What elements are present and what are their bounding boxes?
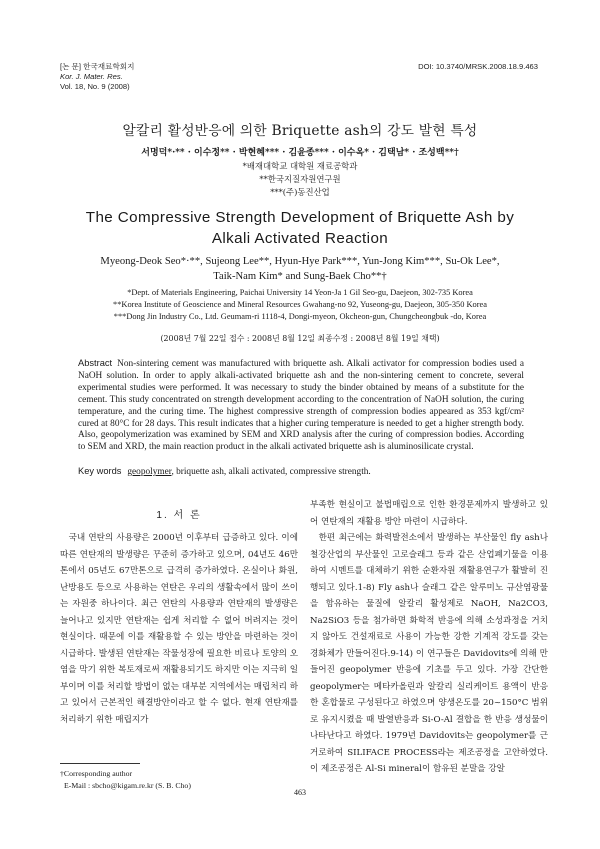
left-column <box>60 530 298 728</box>
abstract-label: Abstract <box>78 358 113 368</box>
authors-en-line-1: Myeong-Deok Seo*·**, Sujeong Lee**, Hyun-Hye Park***, Yun-Jong Kim***, Su-Ok Lee*, <box>100 256 500 267</box>
received-dates: (2008년 7월 22일 접수 : 2008년 8월 12일 최종수정 : 2008년 8월 19일 채택) <box>160 334 440 343</box>
journal-name-ko: [논 문] 한국재료학회지 <box>60 62 135 71</box>
right-column <box>310 497 548 778</box>
affiliation-en-3: ***Dong Jin Industry Co., Ltd. Geumam-ri 1118-4, Dongi-myeon, Okcheon-gun, Chungcheongbuk -do, Korea <box>113 312 487 321</box>
journal-header <box>60 62 134 92</box>
section-heading: 1. 서 론 <box>156 510 202 521</box>
title-en-line-1: The Compressive Strength Development of Briquette Ash by <box>85 209 515 226</box>
keywords-rest: , briquette ash, alkali activated, compressive strength. <box>171 467 371 477</box>
right-paragraph-1: 부족한 현실이고 불법매립으로 인한 환경문제까지 발생하고 있어 연탄재의 재활용 방안 마련이 시급하다. <box>310 500 548 527</box>
authors-en <box>0 254 600 284</box>
journal-name-en: Kor. J. Mater. Res. <box>60 72 123 81</box>
affiliation-en-1: *Dept. of Materials Engineering, Paichai University 14 Yeon-Ja 1 Gil Seo-gu, Daejeon, 302-735 Korea <box>127 288 473 297</box>
footnote-rule <box>60 763 140 764</box>
affiliation-ko-1: *배재대학교 대학원 재료공학과 <box>242 161 358 171</box>
title-ko: 알칼리 활성반응에 의한 Briquette ash의 강도 발현 특성 <box>122 123 478 139</box>
affiliation-ko-3: ***(주)동진산업 <box>270 187 330 197</box>
left-paragraph: 국내 연탄의 사용량은 2000년 이후부터 급증하고 있다. 이에 따른 연탄재의 발생량은 꾸준히 증가하고 있으며, 04년도 46만톤에서 05년도 67만톤으로 급격히 증가하였다. 온실이나 화원, 난방용도 등으로 사용하는 연탄은 우리의 생활속에서 많이 쓰이는 자원중 하나이다. 최근 연탄의 사용량과 연탄재의 발생량은 늘어나고 있지만 연탄재는 쉽게 처리할 수 없어 버려지는 것이 현실이다. 때문에 이를 재활용할 수 있는 방안을 마련하는 것이 시급하다. 발생된 연탄재는 작물성장에 필요한 비료나 토양의 오염을 막기 위한 복토재로써 재활용되기도 하지만 이는 지극히 일부이며 이를 처리할 방법이 없는 대부분 지역에서는 매립처리 하고 있어서 근본적인 해결방안이라고 할 수 없다. 현재 연탄재를 처리하기 위한 매립지가 <box>60 533 298 725</box>
keyword-geopolymer: geopolymer <box>127 467 172 477</box>
abstract-text: Non-sintering cement was manufactured with briquette ash. Alkali activator for compression bodies used a NaOH solution. In order to apply alkali-activated briquette ash and the non-sintering cement to concrete, several experimental studies were performed. It was necessary to study the binder obtained by means of a substitute for the cement. This study concentrated on strength development according to the concentration of NaOH solution, the curing temperature, and the curing time. The highest compressive strength of compression bodies appeared as 353 kgf/cm² cured at 80°C for 28 days. This result indicates that a higher curing temperature is needed to get a higher strength body. Also, geopolymerization was examined by SEM and XRD analysis after the curing of compression bodies. According to SEM and XRD, the main reaction product in the alkali activated briquette ash is aluminosilicate crystal. <box>78 359 524 453</box>
keywords-label: Key words <box>78 466 122 476</box>
affiliation-ko-2: **한국지질자원연구원 <box>259 174 341 184</box>
title-en-line-2: Alkali Activated Reaction <box>211 230 389 247</box>
title-en <box>0 207 600 249</box>
authors-en-line-2: Taik-Nam Kim* and Sung-Baek Cho**† <box>213 271 387 282</box>
authors-ko: 서명덕*·** · 이수정** · 박현혜*** · 김윤종*** · 이수옥* · 김택남* · 조성백**† <box>141 148 459 158</box>
doi: DOI: 10.3740/MRSK.2008.18.9.463 <box>418 62 538 71</box>
footnote-label: †Corresponding author <box>60 769 133 778</box>
keywords <box>78 466 524 477</box>
affiliation-en-2: **Korea Institute of Geoscience and Mineral Resources Gwahang-no 92, Yuseong-gu, Daejeon, 305-350 Korea <box>113 300 487 309</box>
page-number: 463 <box>294 788 306 797</box>
journal-volume: Vol. 18, No. 9 (2008) <box>60 82 130 91</box>
abstract <box>78 358 524 454</box>
right-paragraph-2: 한편 최근에는 화력발전소에서 발생하는 부산물인 fly ash나 철강산업의 부산물인 고로슬래그 등과 같은 산업폐기물을 이용하여 시멘트를 대체하기 위한 순환자원 재활용연구가 활발히 진행되고 있다.1-8) Fly ash나 슬래그 같은 알루미노 규산염광물을 함유하는 물질에 알칼리 활성제로 NaOH, Na2CO3, Na2SiO3 등을 첨가하면 화학적 반응에 의해 소성과정을 거치지 않아도 건설재료로 사용이 가능한 강한 기계적 강도를 갖는 경화체가 만들어진다.9-14) 이 연구들은 Davidovits에 의해 만들어진 geopolymer 반응에 기초를 두고 있다. 가장 간단한 geopolymer는 메타카올린과 알칼리 실리케이트 용액이 반응한 혼합물로 구성된다고 하였으며 양생온도를 20~150°C 범위로 유지시켰을 때 발열반응과 Si-O-Al 결합을 한 반응 생성물이 나타난다고 하였다. 1979년 Davidovits는 geopolymer를 근거로하여 SILIFACE PROCESS라는 제조공정을 고안하였다. 이 제조공정은 Al-Si mineral이 함유된 분말을 강알 <box>310 533 548 774</box>
footnote-email: E-Mail : sbcho@kigam.re.kr (S. B. Cho) <box>64 780 191 790</box>
